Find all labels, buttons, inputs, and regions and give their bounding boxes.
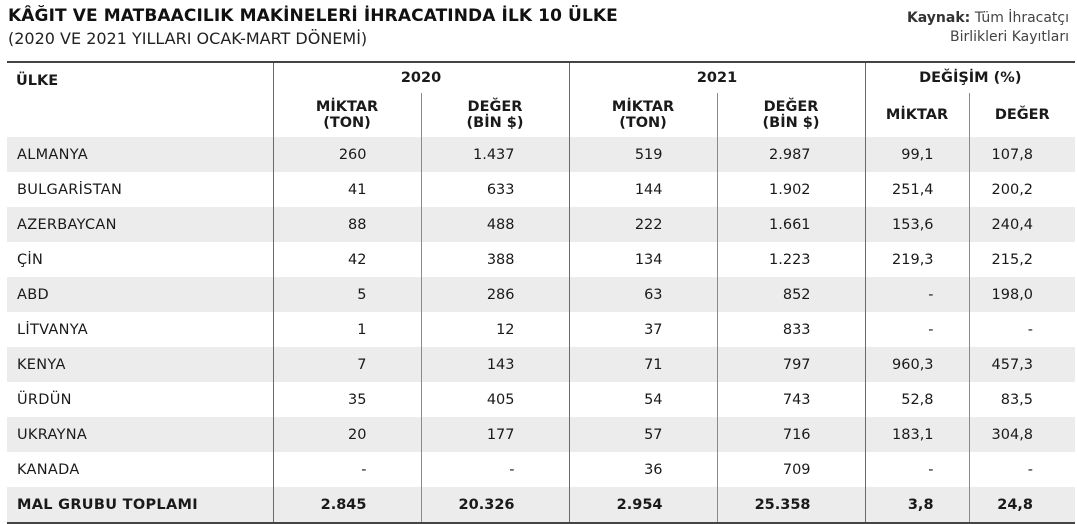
cell-change-deger: 200,2 <box>969 172 1075 207</box>
cell-miktar-2020: 5 <box>273 277 421 312</box>
cell-change-deger: 215,2 <box>969 242 1075 277</box>
cell-miktar-2020: 1 <box>273 312 421 347</box>
cell-country: ÇİN <box>17 251 44 268</box>
cell-change-miktar: 153,6 <box>865 207 969 242</box>
source-label: Kaynak: <box>906 10 971 26</box>
cell-change-miktar: - <box>865 312 969 347</box>
cell-miktar-2020: 20 <box>273 417 421 452</box>
cell-miktar-2021: 134 <box>569 242 717 277</box>
cell-deger-2021: 833 <box>717 312 865 347</box>
table-row <box>7 242 1075 277</box>
header-deger-line2: (BİN $) <box>762 115 820 131</box>
cell-change-miktar: 183,1 <box>865 417 969 452</box>
cell-change-miktar: 99,1 <box>865 137 969 172</box>
source-text-line2: Birlikleri Kayıtları <box>949 29 1069 45</box>
cell-deger-2020: 1.437 <box>421 137 569 172</box>
header-miktar-line2: (TON) <box>619 115 667 131</box>
cell-deger-2020: 488 <box>421 207 569 242</box>
cell-change-deger-total: 24,8 <box>969 487 1075 523</box>
table-row <box>7 137 1075 172</box>
column-header-country: ÜLKE <box>16 73 59 89</box>
table-row <box>7 347 1075 382</box>
cell-deger-2020: 405 <box>421 382 569 417</box>
header-miktar-line2: (TON) <box>323 115 371 131</box>
header-miktar-line1: MİKTAR <box>611 99 675 115</box>
cell-miktar-2020: 88 <box>273 207 421 242</box>
cell-miktar-2021: 57 <box>569 417 717 452</box>
cell-deger-2020: - <box>421 452 569 487</box>
cell-change-deger: 240,4 <box>969 207 1075 242</box>
cell-deger-2021: 2.987 <box>717 137 865 172</box>
cell-change-miktar: 219,3 <box>865 242 969 277</box>
cell-deger-2021: 852 <box>717 277 865 312</box>
cell-miktar-2020: - <box>273 452 421 487</box>
cell-country: BULGARİSTAN <box>17 181 123 198</box>
cell-change-deger: 83,5 <box>969 382 1075 417</box>
cell-change-miktar-total: 3,8 <box>865 487 969 523</box>
column-group-2021: 2021 <box>569 62 865 93</box>
export-table <box>7 61 1075 524</box>
cell-miktar-2021: 63 <box>569 277 717 312</box>
cell-deger-2020: 143 <box>421 347 569 382</box>
cell-deger-2021: 1.902 <box>717 172 865 207</box>
cell-miktar-2021: 519 <box>569 137 717 172</box>
table-row <box>7 277 1075 312</box>
cell-deger-2021-total: 25.358 <box>717 487 865 523</box>
cell-country: AZERBAYCAN <box>7 207 273 242</box>
cell-miktar-2020: 41 <box>273 172 421 207</box>
cell-country: ÜRDÜN <box>17 391 72 408</box>
table-row <box>7 172 1075 207</box>
cell-country: UKRAYNA <box>7 417 273 452</box>
cell-miktar-2021: 37 <box>569 312 717 347</box>
cell-deger-2021: 743 <box>717 382 865 417</box>
cell-change-deger: - <box>969 312 1075 347</box>
header-miktar-line1: MİKTAR <box>315 99 379 115</box>
cell-deger-2021: 716 <box>717 417 865 452</box>
header-deger-line2: (BİN $) <box>466 115 524 131</box>
column-header-miktar-2021 <box>569 93 717 137</box>
column-header-change-miktar: MİKTAR <box>865 93 969 137</box>
cell-miktar-2020-total: 2.845 <box>273 487 421 523</box>
cell-change-miktar: - <box>865 452 969 487</box>
cell-deger-2021: 709 <box>717 452 865 487</box>
cell-change-deger: 107,8 <box>969 137 1075 172</box>
cell-deger-2021: 797 <box>717 347 865 382</box>
column-header-deger-2021 <box>717 93 865 137</box>
cell-miktar-2021: 71 <box>569 347 717 382</box>
cell-deger-2021: 1.661 <box>717 207 865 242</box>
header-deger-line1: DEĞER <box>763 99 819 115</box>
cell-country: ABD <box>7 277 273 312</box>
column-group-2020: 2020 <box>273 62 569 93</box>
cell-country: ALMANYA <box>7 137 273 172</box>
cell-change-miktar: 251,4 <box>865 172 969 207</box>
cell-change-miktar: 960,3 <box>865 347 969 382</box>
cell-miktar-2021: 54 <box>569 382 717 417</box>
cell-country: KENYA <box>7 347 273 382</box>
page-subtitle: (2020 VE 2021 YILLARI OCAK-MART DÖNEMİ) <box>8 29 368 48</box>
cell-change-deger: 198,0 <box>969 277 1075 312</box>
table-row <box>7 452 1075 487</box>
table-row <box>7 382 1075 417</box>
cell-change-deger: 304,8 <box>969 417 1075 452</box>
column-header-miktar-2020 <box>273 93 421 137</box>
cell-deger-2020: 177 <box>421 417 569 452</box>
table-row <box>7 417 1075 452</box>
source-note <box>869 9 1069 47</box>
cell-miktar-2020: 260 <box>273 137 421 172</box>
cell-change-deger: - <box>969 452 1075 487</box>
cell-deger-2020: 633 <box>421 172 569 207</box>
header-deger-line1: DEĞER <box>467 99 523 115</box>
table-body <box>7 137 1075 523</box>
column-group-change: DEĞİŞİM (%) <box>865 62 1075 93</box>
table-row <box>7 312 1075 347</box>
cell-change-miktar: - <box>865 277 969 312</box>
cell-miktar-2020: 42 <box>273 242 421 277</box>
table-row <box>7 207 1075 242</box>
cell-change-miktar: 52,8 <box>865 382 969 417</box>
cell-miktar-2021: 222 <box>569 207 717 242</box>
cell-miktar-2021: 36 <box>569 452 717 487</box>
table-total-row <box>7 487 1075 523</box>
page-title: KÂĞIT VE MATBAACILIK MAKİNELERİ İHRACATINDA İLK 10 ÜLKE <box>8 6 618 26</box>
cell-deger-2020-total: 20.326 <box>421 487 569 523</box>
column-header-change-deger: DEĞER <box>969 93 1075 137</box>
cell-miktar-2021: 144 <box>569 172 717 207</box>
cell-miktar-2020: 7 <box>273 347 421 382</box>
cell-miktar-2020: 35 <box>273 382 421 417</box>
cell-deger-2020: 286 <box>421 277 569 312</box>
cell-country: LİTVANYA <box>17 321 89 338</box>
cell-deger-2021: 1.223 <box>717 242 865 277</box>
cell-country: KANADA <box>17 461 80 478</box>
column-header-deger-2020 <box>421 93 569 137</box>
cell-change-deger: 457,3 <box>969 347 1075 382</box>
cell-country-total: MAL GRUBU TOPLAMI <box>7 487 273 523</box>
cell-deger-2020: 388 <box>421 242 569 277</box>
cell-deger-2020: 12 <box>421 312 569 347</box>
cell-miktar-2021-total: 2.954 <box>569 487 717 523</box>
source-text-line1: Tüm İhracatçı <box>974 10 1069 26</box>
